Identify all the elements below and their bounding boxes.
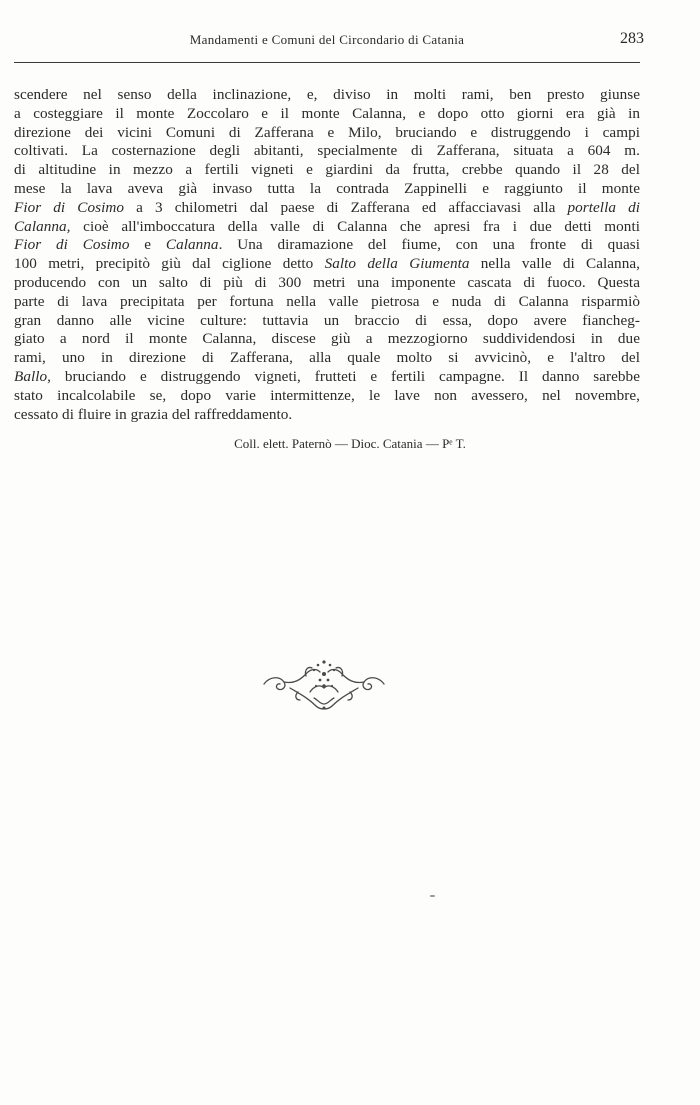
text-segment: gran danno alle vicine culture: tuttavia un braccio di essa, dopo avere fiancheg- [14, 311, 640, 329]
text-line [14, 387, 640, 406]
text-segment: parte di lava precipitata per fortuna nella valle pietrosa e nuda di Calanna risparmiò [14, 292, 640, 310]
text-line [14, 236, 640, 255]
text-segment: cessato di fluire in grazia del raffreddamento. [14, 405, 293, 423]
text-segment: coltivati. La costernazione degli abitanti, specialmente di Zafferana, situata a 604 m. [14, 142, 640, 160]
text-line [14, 142, 640, 161]
text-segment: rami, uno in direzione di Zafferana, alla quale molto si avvicinò, e l'altro del [14, 349, 640, 367]
text-segment: a 3 chilometri dal paese di Zafferana ed affacciavasi alla [124, 198, 568, 216]
text-segment: , bruciando e distruggendo vigneti, frutteti e fertili campagne. Il danno sarebbe [47, 367, 640, 385]
page-number: 283 [620, 30, 644, 47]
italic-place-name: Ballo [14, 367, 48, 385]
text-line [14, 274, 640, 293]
text-segment: . Una diramazione del fiume, con una fronte di quasi [218, 236, 640, 254]
text-segment: a costeggiare il monte Zoccolaro e il monte Calanna, e dopo otto giorni era già in [14, 104, 640, 122]
text-segment: di altitudine in mezzo a fertili vigneti e giardini da frutta, crebbe quando il 28 del [14, 161, 640, 179]
italic-place-name: Calanna, [14, 217, 71, 235]
text-segment: stato incalcolabile se, dopo varie intermittenze, le lave non avessero, nel novembre, [14, 386, 640, 404]
italic-place-name: Fior di Cosimo [14, 198, 125, 216]
source-note: Coll. elett. Paternò — Dioc. Catania — Pᵉ T. [234, 436, 466, 451]
text-line [14, 255, 640, 274]
fleuron-ornament-icon [254, 652, 394, 714]
text-segment: cioè all'imboccatura della valle di Calanna che apresi fra i due detti monti [70, 217, 640, 235]
italic-place-name: portella di [567, 198, 640, 216]
running-title: Mandamenti e Comuni del Circondario di Catania [189, 32, 465, 47]
text-segment: producendo con un salto di più di 300 metri una imponente cascata di fuoco. Questa [14, 273, 640, 291]
text-segment: mese la lava aveva già invaso tutta la contrada Zappinelli e raggiunto il monte [14, 179, 640, 197]
text-segment: nella valle di Calanna, [469, 255, 640, 273]
text-line [14, 161, 640, 180]
body-paragraph [14, 86, 640, 424]
page-mark [430, 895, 435, 897]
text-segment: direzione dei vicini Comuni di Zafferana e Milo, bruciando e distruggendo i campi [14, 123, 640, 141]
text-line [14, 86, 640, 105]
text-segment: scendere nel senso della inclinazione, e, diviso in molti rami, ben presto giunse [14, 86, 640, 103]
text-line [14, 312, 640, 331]
text-line [14, 293, 640, 312]
text-line [14, 199, 640, 218]
text-line [14, 218, 640, 237]
text-segment: e [129, 236, 166, 254]
italic-place-name: Fior di Cosimo [14, 236, 130, 254]
text-line [14, 330, 640, 349]
text-line [14, 368, 640, 387]
text-line [14, 105, 640, 124]
text-line [14, 180, 640, 199]
text-segment: 100 metri, precipitò giù dal ciglione detto [14, 255, 325, 273]
page-header [14, 30, 644, 52]
italic-place-name: Calanna [165, 236, 219, 254]
text-line [14, 349, 640, 368]
text-line [14, 124, 640, 143]
text-line [14, 406, 640, 425]
header-rule [14, 62, 640, 63]
italic-place-name: Salto della Giumenta [324, 255, 470, 273]
text-segment: giato a nord il monte Calanna, discese giù a mezzogiorno suddividendosi in due [14, 330, 640, 348]
